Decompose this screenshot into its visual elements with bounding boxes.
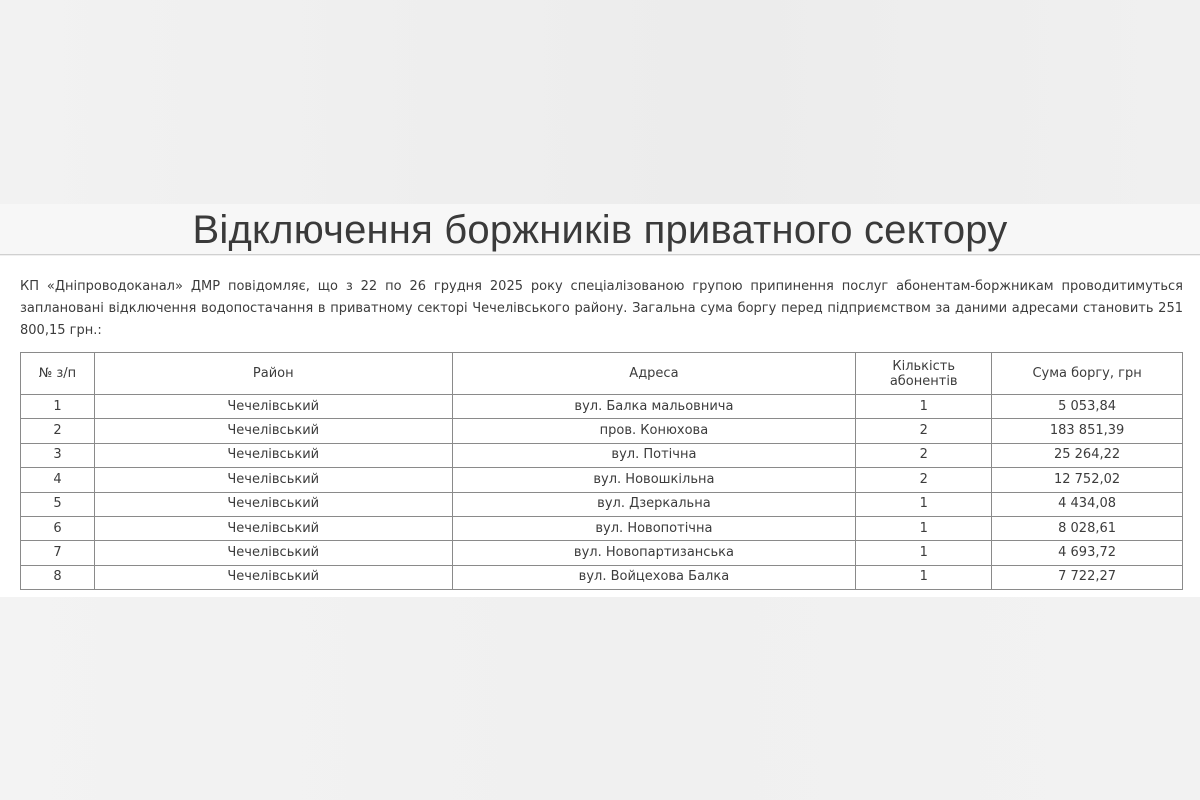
bottom-background xyxy=(0,597,1200,800)
header-subscribers xyxy=(856,353,992,395)
cell-address: вул. Новопотічна xyxy=(452,516,856,540)
table-row xyxy=(21,492,1183,516)
header-subscribers-line2: абонентів xyxy=(889,373,958,389)
debtors-table xyxy=(20,352,1183,590)
cell-number: 3 xyxy=(21,443,95,467)
cell-district: Чечелівський xyxy=(94,541,452,565)
table-row xyxy=(21,541,1183,565)
cell-number: 1 xyxy=(21,395,95,419)
title-band xyxy=(0,204,1200,255)
cell-subscribers: 1 xyxy=(856,492,992,516)
cell-district: Чечелівський xyxy=(94,516,452,540)
cell-subscribers: 1 xyxy=(856,565,992,589)
table-row xyxy=(21,565,1183,589)
table-row xyxy=(21,516,1183,540)
cell-number: 7 xyxy=(21,541,95,565)
header-debt: Сума боргу, грн xyxy=(992,353,1183,395)
cell-district: Чечелівський xyxy=(94,492,452,516)
cell-address: пров. Конюхова xyxy=(452,419,856,443)
cell-address: вул. Войцехова Балка xyxy=(452,565,856,589)
intro-paragraph: КП «Дніпроводоканал» ДМР повідомляє, що з 22 по 26 грудня 2025 року спеціалізованою групою припинення послуг абонентам-боржникам проводитимуться заплановані відключення водопостачання в приватному секторі Чечелівського району. Загальна сума боргу перед підприємством за даними адресами становить 251 800,15 грн.: xyxy=(20,279,1183,338)
cell-district: Чечелівський xyxy=(94,443,452,467)
cell-number: 6 xyxy=(21,516,95,540)
table-row xyxy=(21,468,1183,492)
cell-address: вул. Потічна xyxy=(452,443,856,467)
table-row xyxy=(21,395,1183,419)
cell-debt: 4 693,72 xyxy=(992,541,1183,565)
cell-debt: 25 264,22 xyxy=(992,443,1183,467)
cell-address: вул. Новошкільна xyxy=(452,468,856,492)
cell-district: Чечелівський xyxy=(94,468,452,492)
cell-subscribers: 2 xyxy=(856,443,992,467)
cell-address: вул. Новопартизанська xyxy=(452,541,856,565)
cell-subscribers: 2 xyxy=(856,468,992,492)
page-title: Відключення боржників приватного сектору xyxy=(192,208,1008,252)
cell-debt: 8 028,61 xyxy=(992,516,1183,540)
cell-debt: 5 053,84 xyxy=(992,395,1183,419)
cell-district: Чечелівський xyxy=(94,565,452,589)
cell-subscribers: 1 xyxy=(856,395,992,419)
cell-number: 4 xyxy=(21,468,95,492)
cell-debt: 7 722,27 xyxy=(992,565,1183,589)
cell-address: вул. Дзеркальна xyxy=(452,492,856,516)
cell-number: 2 xyxy=(21,419,95,443)
cell-subscribers: 2 xyxy=(856,419,992,443)
header-subscribers-line1: Кількість xyxy=(892,358,956,374)
table-row xyxy=(21,443,1183,467)
header-address: Адреса xyxy=(452,353,856,395)
cell-subscribers: 1 xyxy=(856,516,992,540)
cell-district: Чечелівський xyxy=(94,419,452,443)
cell-number: 8 xyxy=(21,565,95,589)
top-background xyxy=(0,0,1200,204)
header-number: № з/п xyxy=(21,353,95,395)
table-header-row xyxy=(21,353,1183,395)
cell-debt: 4 434,08 xyxy=(992,492,1183,516)
cell-address: вул. Балка мальовнича xyxy=(452,395,856,419)
cell-district: Чечелівський xyxy=(94,395,452,419)
header-district: Район xyxy=(94,353,452,395)
table-row xyxy=(21,419,1183,443)
cell-debt: 12 752,02 xyxy=(992,468,1183,492)
cell-debt: 183 851,39 xyxy=(992,419,1183,443)
article-content xyxy=(0,256,1200,597)
cell-subscribers: 1 xyxy=(856,541,992,565)
cell-number: 5 xyxy=(21,492,95,516)
